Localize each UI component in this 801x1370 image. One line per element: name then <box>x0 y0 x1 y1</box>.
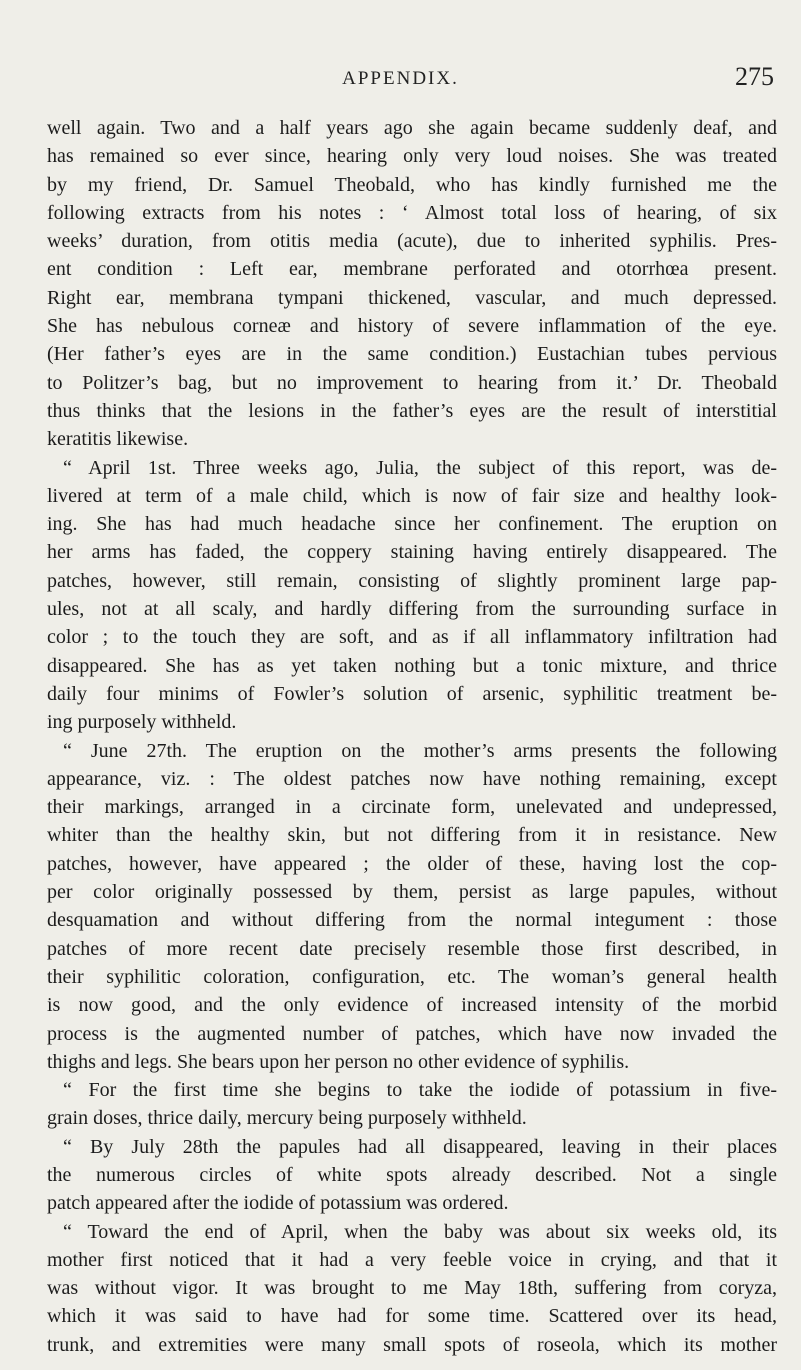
text-line: ules, not at all scaly, and hardly differing from the surrounding surface in <box>47 598 777 621</box>
text-line: ing purposely withheld. <box>47 711 237 734</box>
text-line: their markings, arranged in a circinate form, unelevated and undepressed, <box>47 796 777 819</box>
text-line: “ For the first time she begins to take the iodide of potassium in five- <box>63 1079 777 1102</box>
text-line: has remained so ever since, hearing only very loud noises. She was treated <box>47 145 777 168</box>
page-header <box>0 62 801 102</box>
text-line: appearance, viz. : The oldest patches now have nothing remaining, except <box>47 767 777 790</box>
text-line: thighs and legs. She bears upon her person no other evidence of syphilis. <box>47 1050 630 1073</box>
text-line: is now good, and the only evidence of increased intensity of the morbid <box>47 994 777 1017</box>
text-line: patch appeared after the iodide of potassium was ordered. <box>47 1192 509 1215</box>
text-line: well again. Two and a half years ago she again became suddenly deaf, and <box>47 117 777 139</box>
text-line: disappeared. She has as yet taken nothing but a tonic mixture, and thrice <box>47 654 777 677</box>
text-line: which it was said to have had for some time. Scattered over its head, <box>47 1305 777 1328</box>
text-line: the numerous circles of white spots already described. Not a single <box>47 1163 777 1186</box>
text-line: “ Toward the end of April, when the baby was about six weeks old, its <box>63 1220 777 1243</box>
text-line: was without vigor. It was brought to me May 18th, suffering from coryza, <box>47 1277 777 1300</box>
text-line: their syphilitic coloration, configuration, etc. The woman’s general health <box>47 965 777 988</box>
text-line: She has nebulous corneæ and history of severe inflammation of the eye. <box>47 315 777 338</box>
text-line: thus thinks that the lesions in the father’s eyes are the result of interstitial <box>47 399 777 422</box>
text-line: desquamation and without differing from the normal integument : those <box>47 909 777 932</box>
text-line: process is the augmented number of patches, which have now invaded the <box>47 1022 777 1045</box>
body-text <box>47 114 777 1359</box>
text-line: patches, however, have appeared ; the older of these, having lost the cop- <box>47 852 777 875</box>
text-line: by my friend, Dr. Samuel Theobald, who has kindly furnished me the <box>47 173 777 196</box>
text-line: color ; to the touch they are soft, and as if all inflammatory infiltration had <box>47 626 777 649</box>
running-head: APPENDIX. <box>342 68 459 89</box>
text-line: Right ear, membrana tympani thickened, vascular, and much depressed. <box>47 286 777 309</box>
text-line: ing. She has had much headache since her confinement. The eruption on <box>47 513 777 536</box>
text-line: livered at term of a male child, which is now of fair size and healthy look- <box>47 484 777 507</box>
text-line: daily four minims of Fowler’s solution of arsenic, syphilitic treatment be- <box>47 682 777 705</box>
text-line: keratitis likewise. <box>47 428 189 451</box>
text-line: her arms has faded, the coppery staining having entirely disappeared. The <box>47 541 777 564</box>
text-line: grain doses, thrice daily, mercury being purposely withheld. <box>47 1107 527 1130</box>
text-line: ent condition : Left ear, membrane perforated and otorrhœa present. <box>47 258 777 281</box>
text-line: “ April 1st. Three weeks ago, Julia, the subject of this report, was de- <box>63 456 777 479</box>
text-line: patches, however, still remain, consisting of slightly prominent large pap- <box>47 569 777 592</box>
text-line: mother first noticed that it had a very feeble voice in crying, and that it <box>47 1248 777 1271</box>
text-line: “ By July 28th the papules had all disappeared, leaving in their places <box>63 1135 777 1158</box>
page-number: 275 <box>735 62 774 91</box>
text-line: whiter than the healthy skin, but not differing from it in resistance. New <box>47 824 777 847</box>
text-line: to Politzer’s bag, but no improvement to hearing from it.’ Dr. Theobald <box>47 371 777 394</box>
text-line: patches of more recent date precisely resemble those first described, in <box>47 937 777 960</box>
text-line: following extracts from his notes : ‘ Almost total loss of hearing, of six <box>47 201 777 224</box>
text-line: “ June 27th. The eruption on the mother’s arms presents the following <box>63 739 777 762</box>
text-line: (Her father’s eyes are in the same condition.) Eustachian tubes pervious <box>47 343 777 366</box>
text-line: trunk, and extremities were many small spots of roseola, which its mother <box>47 1333 777 1356</box>
text-line: weeks’ duration, from otitis media (acute), due to inherited syphilis. Pres- <box>47 230 777 253</box>
text-line: per color originally possessed by them, persist as large papules, without <box>47 881 777 904</box>
